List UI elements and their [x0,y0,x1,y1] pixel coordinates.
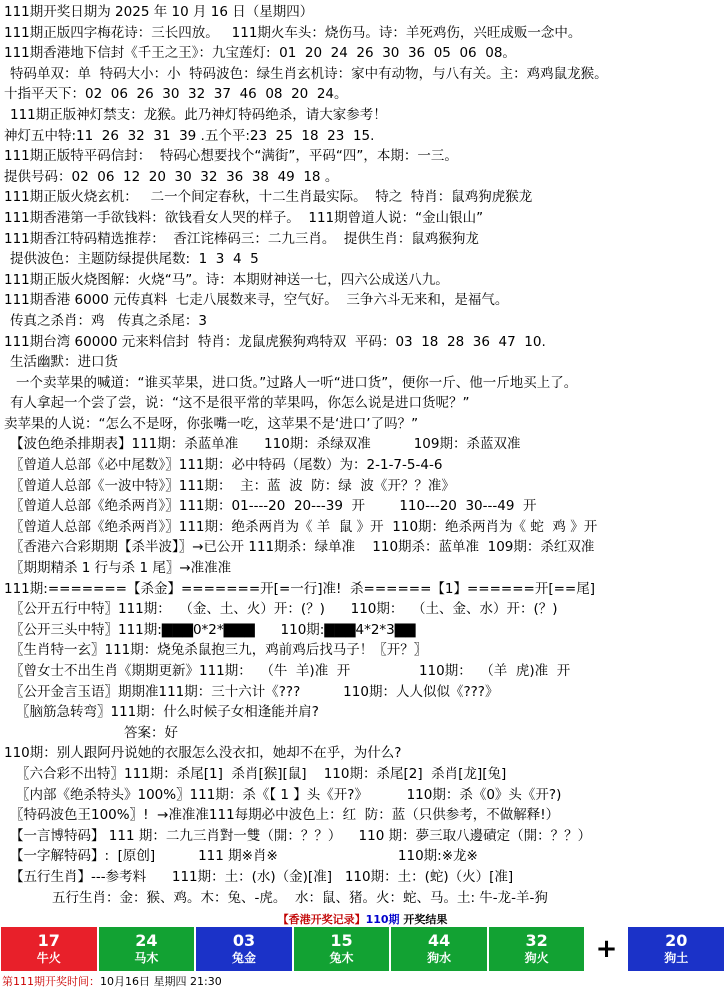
winning-numbers-row [0,927,725,971]
text-line: 〖公开金言玉语〗期期准111期：三十六计《??? 110期：人人似似《???》 [10,683,499,700]
text-line: 111期正版特平码信封： 特码心想要找个“满街”，平码“四”，本期：一三。 [4,148,458,165]
winning-number-ball [628,927,724,971]
text-line: 111期香港地下信封《千王之王》：九宝莲灯: 01 20 24 26 30 36 05 06 08。 [4,45,516,62]
winning-number-ball [294,927,390,971]
text-line: 〖期期精杀 1 行与杀 1 尾〗→准准准 [10,560,232,577]
text-line: 答案：好 [124,724,178,741]
result-banner-issue: 110期 [365,913,400,927]
text-line: 有人拿起一个尝了尝，说：“这不是很平常的苹果吗，你怎么说是进口货呢？” [10,395,470,412]
result-banner [0,912,725,927]
ball-number: 32 [525,931,548,951]
text-line: 111期开奖日期为 2025 年 10 月 16 日（星期四） [4,4,314,20]
ball-zodiac: 兔木 [329,951,354,966]
text-line: 〖曾道人总部《绝杀两肖》〗111期：绝杀两肖为《 羊 鼠 》开 110期：绝杀两肖为《 蛇 鸡 》开 [10,518,598,535]
text-line: 〖香港六合彩期期【杀半波】〗→已公开 111期杀：绿单准 110期杀：蓝单准 109期：杀红双准 [10,539,595,556]
text-line: 111期正版神灯禁支：龙猴。此乃神灯特码绝杀，请大家参考！ [10,106,387,123]
text-line: 〖曾道人总部《一波中特》〗111期： 主：蓝 波 防：绿 波《开？？准》 [10,477,455,494]
text-line: 传真之杀肖：鸡 传真之杀尾：3 [10,312,207,329]
text-line: 生活幽默：进口货 [10,354,118,371]
ball-zodiac: 狗火 [524,951,549,966]
winning-number-ball [196,927,292,971]
text-line: 111期正版火烧图解：火烧“马”。诗：本期财神送一七，四六公成送八九。 [4,271,449,288]
text-line: 【五行生肖】---参考料 111期：土：(水)（金)[准] 110期：土：(蛇)（火）[准] [10,868,514,885]
ball-zodiac: 牛火 [36,951,61,966]
winning-number-ball [99,927,195,971]
text-line: 〖六合彩不出特〗111期：杀尾[1] 杀肖[猴][鼠] 110期：杀尾[2] 杀肖[龙][兔] [16,765,507,782]
result-banner-suffix: 开奖结果 [399,913,448,927]
text-line: 〖生肖特一玄〗111期：烧兔杀鼠抱三九，鸡前鸡后找马子！〖开？〗 [10,642,428,659]
text-line: 〖脑筋急转弯〗111期：什么时候子女相逢能并肩? [16,704,319,721]
text-line: 〖公开五行中特〗111期： （金、土、火）开：(？) 110期： （土、金、水）开：(？) [10,601,558,618]
winning-number-ball [489,927,585,971]
text-line: 111期香港第一手欲钱料：欲钱看女人哭的样子。 111期曾道人说：“金山银山” [4,209,484,226]
text-line: 111期:=======【杀金】=======开[=一行]准! 杀======【1】======开[==尾] [4,580,596,597]
text-line: 110期：别人跟阿丹说她的衣服怎么没衣扣，她却不在乎，为什么? [4,745,402,762]
text-line: 【一言博特码】 111 期：二九三肖對一雙（開：？？） 110 期：夢三取八邊磧定（開：？？） [10,827,592,844]
ball-number: 17 [37,931,60,951]
draw-time-label: 第111期开奖时间： [2,975,100,989]
text-line: 〖曾道人总部《必中尾数》〗111期：必中特码（尾数）为：2-1-7-5-4-6 [10,457,443,474]
text-line: 卖苹果的人说：“怎么不是呀，你张嘴一吃，这苹果不是‘进口’了吗？” [4,415,419,432]
ball-zodiac: 兔金 [231,951,256,966]
ball-number: 20 [665,931,688,951]
winning-number-ball [1,927,97,971]
draw-time-value: 10月16日 星期四 21:30 [100,975,222,989]
draw-time-footer [0,975,725,989]
text-line: 〖特码波色王100%〗! →准准准111每期必中波色上：红 防：蓝（只供参考，不做解释!） [10,807,560,824]
text-line: 〖内部《绝杀特头》100%〗111期：杀《【 1 】头《开?》 110期：杀《0》头《开?) [16,786,562,803]
ball-zodiac: 狗水 [427,951,452,966]
text-line: 111期香港 6000 元传真料 七走八展数来寻，空气好。 三争六斗无来和，是福气。 [4,292,509,309]
text-line: 五行生肖：金：猴、鸡。木：兔、-虎。 水：鼠、猪。火：蛇、马。土: 牛-龙-羊-狗 [52,889,548,906]
ball-number: 15 [330,931,353,951]
text-line: 111期台湾 60000 元来料信封 特肖：龙鼠虎猴狗鸡特双 平码：03 18 28 36 47 10. [4,333,546,350]
ball-zodiac: 马木 [134,951,159,966]
ball-number: 03 [232,931,256,951]
text-line: 特码单双：单 特码大小：小 特码波色：绿生肖玄机诗：家中有动物，与八有关。主：鸡鸡鼠龙猴。 [10,65,608,82]
text-line: 【一字解特码】: [原创] 111 期※肖※ 110期:※龙※ [10,848,478,865]
text-line: 神灯五中特:11 26 32 31 39 .五个平:23 25 18 23 15. [4,127,375,144]
ball-number: 44 [427,931,451,951]
text-line: 111期香江特码精选推荐： 香江诧棒码三：二九三肖。 提供生肖：鼠鸡猴狗龙 [4,230,479,247]
text-line: 〖曾道人总部《绝杀两肖》〗111期：01----20 20---39 开 110---20 30---49 开 [10,498,537,515]
text-line: 提供号码：02 06 12 20 30 32 36 38 49 18 。 [4,168,339,185]
text-line: 一个卖苹果的喊道：“谁买苹果，进口货。”过路人一听“进口货”，便你一斤、他一斤地买上了。 [16,374,578,391]
winning-number-ball [391,927,487,971]
text-line: 111期正版火烧玄机： 二一个间定春秋，十二生肖最实际。 特之 特肖：鼠鸡狗虎猴龙 [4,189,533,206]
ball-number: 24 [135,931,158,951]
text-line: 【波色绝杀排期表】111期：杀蓝单准 110期：杀绿双准 109期：杀蓝双准 [10,436,521,453]
result-banner-prefix: 【香港开奖记录】 [277,913,366,927]
text-line: 〖公开三头中特〗111期:▇▇▇0*2*▇▇▇ 110期:▇▇▇4*2*3▇▇ [10,621,416,638]
text-line: 〖曾女士不出生肖《期期更新》111期： （牛 羊)准 开 110期： （羊 虎)准 开 [10,663,571,679]
ball-zodiac: 狗土 [664,951,689,966]
plus-symbol: + [595,934,618,965]
text-line: 提供波色：主题防绿提供尾数: 1 3 4 5 [10,251,259,268]
text-line: 111期正版四字梅花诗：三长四放。 111期火车头：烧伤马。诗：羊死鸡伤，兴旺成贩一念中。 [4,24,582,41]
text-line: 十指平天下：02 06 26 30 32 37 46 08 20 24。 [4,86,348,103]
